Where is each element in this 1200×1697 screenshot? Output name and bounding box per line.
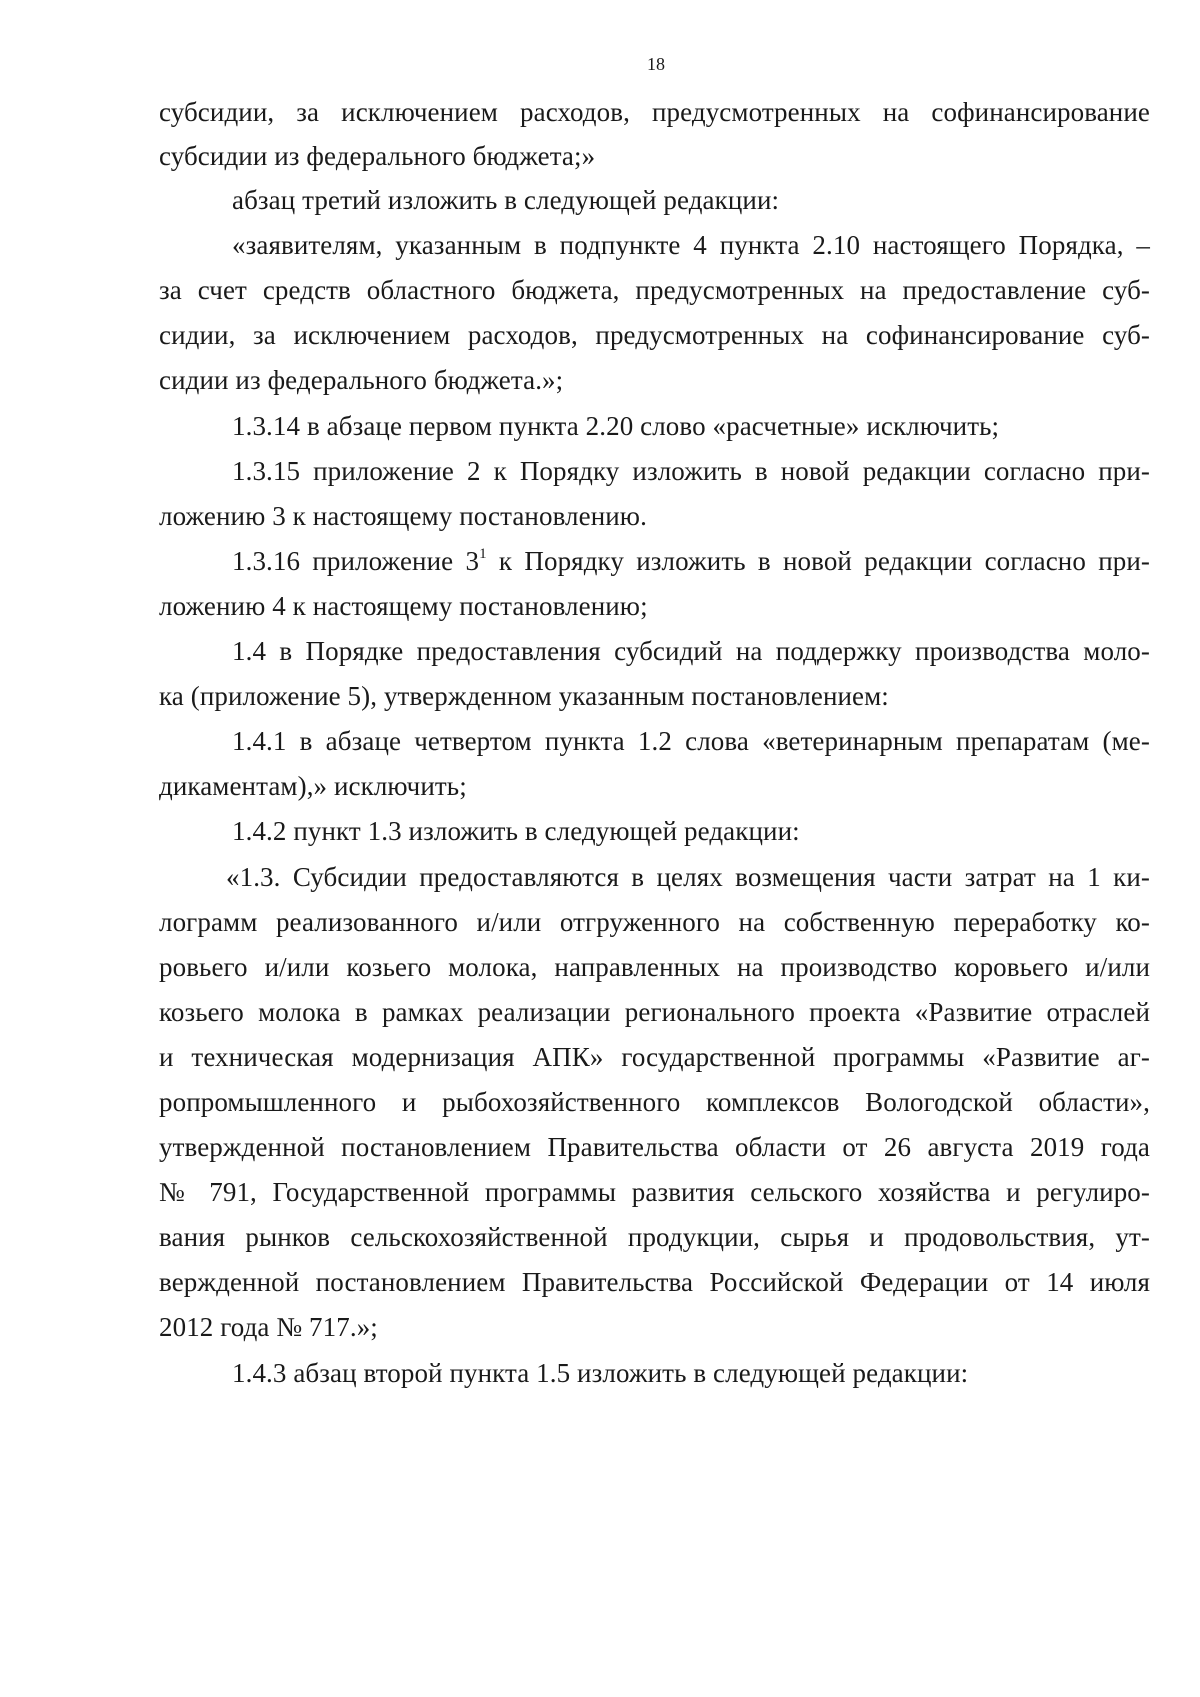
text-fragment: к Порядку изложить в новой редакции согласно при-: [486, 546, 1150, 576]
text-line: ровьего и/или козьего молока, направленных на производство коровьего и/или: [159, 952, 1150, 982]
text-line: ка (приложение 5), утвержденном указанным постановлением:: [159, 681, 889, 711]
text-line: сидии из федерального бюджета.»;: [159, 365, 564, 395]
text-line: за счет средств областного бюджета, предусмотренных на предоставление суб-: [159, 275, 1150, 305]
page-number: 18: [647, 54, 665, 74]
text-line: ложению 3 к настоящему постановлению.: [159, 501, 647, 531]
text-line: субсидии, за исключением расходов, предусмотренных на софинансирование: [159, 97, 1150, 127]
text-line: 1.3.14 в абзаце первом пункта 2.20 слово «расчетные» исключить;: [232, 411, 1000, 441]
text-line: ложению 4 к настоящему постановлению;: [159, 591, 648, 621]
text-line: дикаментам),» исключить;: [159, 771, 467, 801]
text-line: субсидии из федерального бюджета;»: [159, 141, 596, 171]
text-line: вержденной постановлением Правительства Российской Федерации от 14 июля: [159, 1267, 1150, 1297]
text-line: лограмм реализованного и/или отгруженного на собственную переработку ко-: [159, 907, 1150, 937]
text-line: вания рынков сельскохозяйственной продукции, сырья и продовольствия, ут-: [159, 1222, 1150, 1252]
text-line: «1.3. Субсидии предоставляются в целях возмещения части затрат на 1 ки-: [226, 862, 1150, 892]
text-line: 1.4.1 в абзаце четвертом пункта 1.2 слова «ветеринарным препаратам (ме-: [232, 726, 1150, 756]
text-line: 1.3.15 приложение 2 к Порядку изложить в новой редакции согласно при-: [232, 456, 1150, 486]
superscript: 1: [479, 546, 487, 562]
text-fragment: 1.3.16 приложение 3: [232, 546, 480, 576]
text-line: «заявителям, указанным в подпункте 4 пункта 2.10 настоящего Порядка, –: [232, 230, 1150, 260]
text-line: и техническая модернизация АПК» государственной программы «Развитие аг-: [159, 1042, 1150, 1072]
text-line: 1.4 в Порядке предоставления субсидий на поддержку производства моло-: [232, 636, 1150, 666]
text-line: козьего молока в рамках реализации регионального проекта «Развитие отраслей: [159, 997, 1150, 1027]
text-line: [232, 539, 1150, 583]
text-line: № 791, Государственной программы развития сельского хозяйства и регулиро-: [159, 1177, 1150, 1207]
text-line: 2012 года № 717.»;: [159, 1312, 378, 1342]
text-line: 1.4.2 пункт 1.3 изложить в следующей редакции:: [232, 816, 800, 846]
text-line: утвержденной постановлением Правительства области от 26 августа 2019 года: [159, 1132, 1150, 1162]
text-line: абзац третий изложить в следующей редакции:: [232, 185, 780, 215]
text-line: сидии, за исключением расходов, предусмотренных на софинансирование суб-: [159, 320, 1150, 350]
text-line: ропромышленного и рыбохозяйственного комплексов Вологодской области»,: [159, 1087, 1150, 1117]
text-line: 1.4.3 абзац второй пункта 1.5 изложить в следующей редакции:: [232, 1358, 969, 1388]
